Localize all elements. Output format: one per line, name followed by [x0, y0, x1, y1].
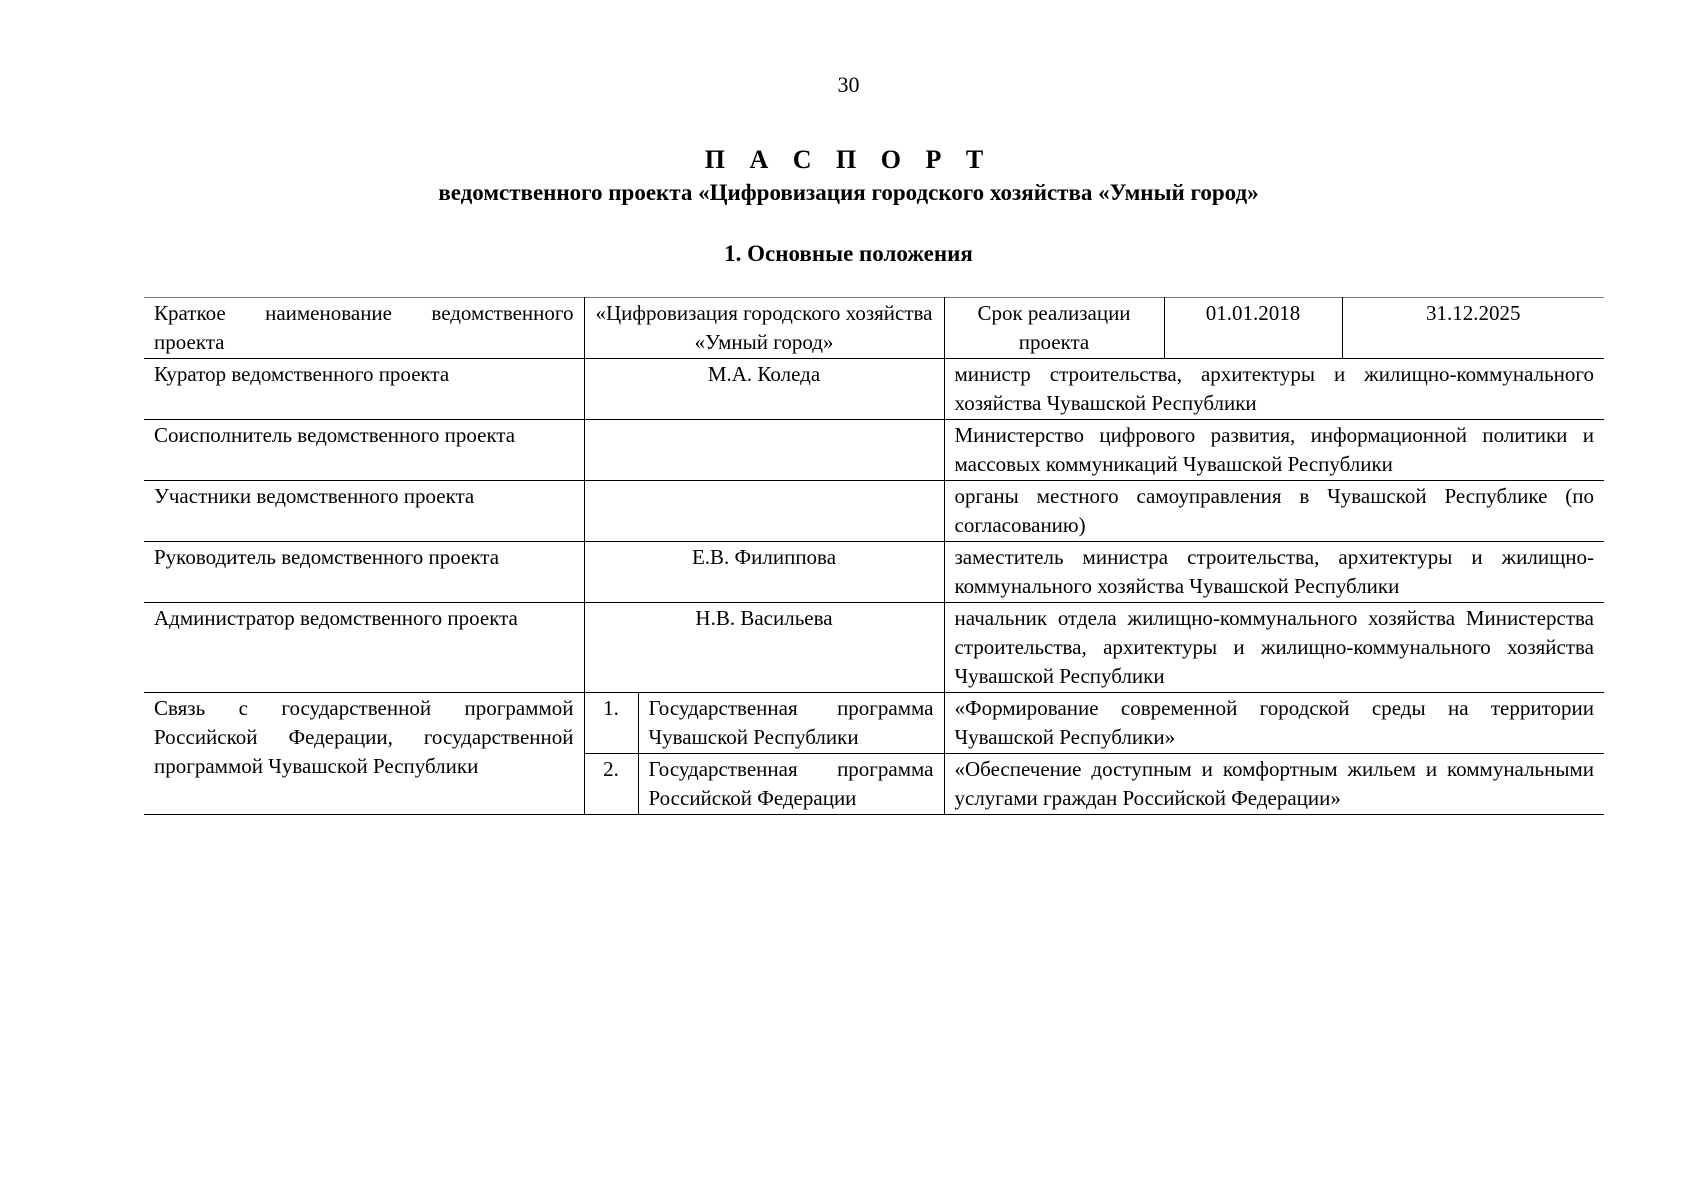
- program-name: «Формирование современной городской среды на территории Чувашской Республики»: [944, 693, 1604, 754]
- table-row-program-1: [144, 693, 1604, 754]
- table-row-curator: [144, 359, 1604, 420]
- participants-name: [584, 481, 944, 542]
- head-label: Руководитель ведомственного проекта: [144, 542, 584, 603]
- curator-name: М.А. Коледа: [584, 359, 944, 420]
- passport-table: [144, 297, 1604, 815]
- page-number: 30: [837, 72, 860, 97]
- term-label: Срок реализации проекта: [944, 298, 1164, 359]
- section-title: 1. Основные положения: [724, 241, 973, 266]
- head-position: заместитель министра строительства, архитектуры и жилищно-коммунального хозяйства Чувашской Республики: [944, 542, 1604, 603]
- curator-position: министр строительства, архитектуры и жилищно-коммунального хозяйства Чувашской Республики: [944, 359, 1604, 420]
- administrator-name: Н.В. Васильева: [584, 603, 944, 693]
- end-date: 31.12.2025: [1342, 298, 1604, 359]
- program-type: Государственная программа Российской Федерации: [638, 754, 944, 815]
- administrator-position: начальник отдела жилищно-коммунального хозяйства Министерства строительства, архитектуры и жилищно-коммунального хозяйства Чувашской Республики: [944, 603, 1604, 693]
- program-number: 2.: [584, 754, 638, 815]
- curator-label: Куратор ведомственного проекта: [144, 359, 584, 420]
- co-executor-organization: Министерство цифрового развития, информационной политики и массовых коммуникаций Чувашской Республики: [944, 420, 1604, 481]
- participants-organization: органы местного самоуправления в Чувашской Республике (по согласованию): [944, 481, 1604, 542]
- co-executor-label: Соисполнитель ведомственного проекта: [144, 420, 584, 481]
- program-number: 1.: [584, 693, 638, 754]
- document-title: П А С П О Р Т: [704, 145, 993, 174]
- program-name: «Обеспечение доступным и комфортным жильем и коммунальными услугами граждан Российской Федерации»: [944, 754, 1604, 815]
- table-row-head: [144, 542, 1604, 603]
- administrator-label: Администратор ведомственного проекта: [144, 603, 584, 693]
- table-row-co-executor: [144, 420, 1604, 481]
- short-name-value: «Цифровизация городского хозяйства «Умный город»: [584, 298, 944, 359]
- start-date: 01.01.2018: [1164, 298, 1342, 359]
- participants-label: Участники ведомственного проекта: [144, 481, 584, 542]
- co-executor-name: [584, 420, 944, 481]
- table-row-short-name: [144, 298, 1604, 359]
- programs-label: Связь с государственной программой Российской Федерации, государственной программой Чувашской Республики: [144, 693, 584, 815]
- table-row-participants: [144, 481, 1604, 542]
- program-type: Государственная программа Чувашской Республики: [638, 693, 944, 754]
- table-row-administrator: [144, 603, 1604, 693]
- short-name-label: Краткое наименование ведомственного проекта: [144, 298, 584, 359]
- document-subtitle: ведомственного проекта «Цифровизация городского хозяйства «Умный город»: [438, 180, 1259, 205]
- head-name: Е.В. Филиппова: [584, 542, 944, 603]
